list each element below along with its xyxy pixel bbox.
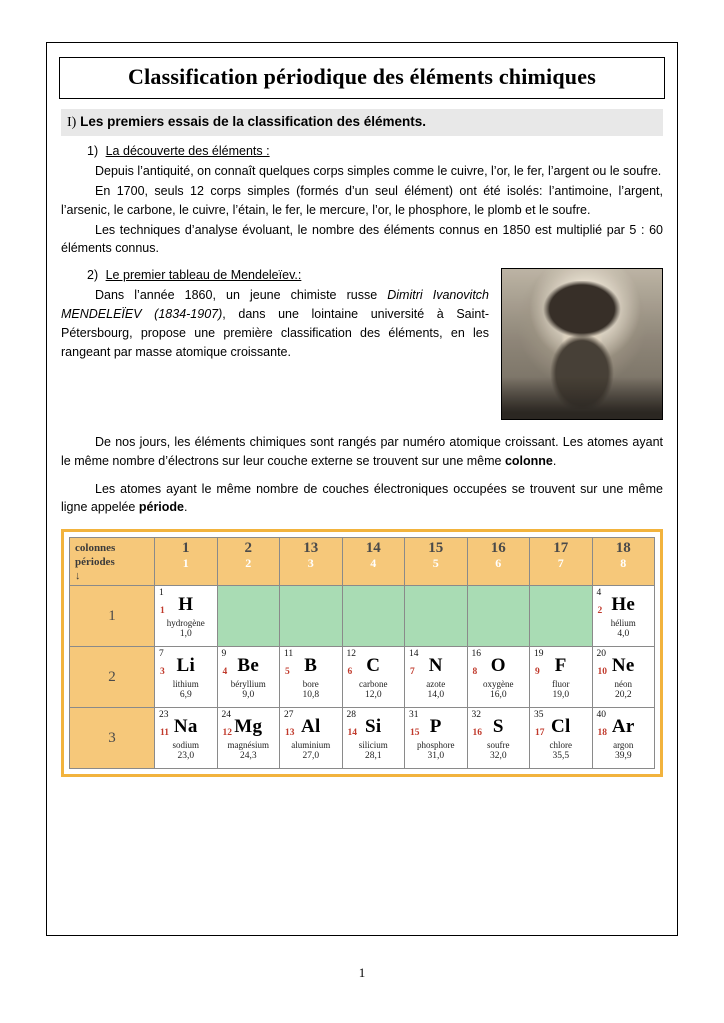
page-title: Classification périodique des éléments chimiques: [128, 64, 596, 89]
element-number-O: 8: [472, 667, 478, 678]
element-mass-Na: 23: [159, 710, 169, 721]
table-row: [70, 708, 655, 769]
column-subnumber-2: 2: [245, 555, 252, 570]
element-symbol-Ne: Ne: [611, 655, 635, 677]
subsection-1-heading: [87, 142, 663, 160]
periodic-table-figure: [61, 529, 663, 777]
element-name-N: azote: [426, 679, 446, 690]
element-symbol-H: H: [178, 594, 194, 616]
column-subnumber-15: 5: [432, 555, 439, 570]
portrait-image: [502, 269, 662, 419]
element-name-Na: sodium: [172, 740, 199, 751]
corner-arrow-down-icon: ↓: [75, 569, 80, 582]
element-symbol-He: He: [611, 594, 636, 616]
subsection-2-title: Le premier tableau de Mendeleïev.:: [105, 268, 302, 283]
subsection-2-number: 2): [87, 268, 99, 283]
element-symbol-O: O: [490, 655, 506, 677]
paragraph-2-2-tail: .: [552, 453, 557, 468]
paragraph-1-3: Les techniques d’analyse évoluant, le nombre des éléments connus en 1850 est multiplié par 5 : 60 éléments connus.: [61, 222, 663, 256]
element-number-B: 5: [285, 667, 290, 678]
element-number-N: 7: [410, 667, 415, 678]
column-number-18: 18: [615, 540, 631, 557]
element-atomic-mass-Al: 27,0: [302, 751, 320, 762]
element-atomic-mass-P: 31,0: [427, 751, 445, 762]
paragraph-2-3-tail: .: [184, 500, 188, 515]
element-atomic-mass-N: 14,0: [427, 690, 445, 701]
column-subnumber-16: 6: [495, 555, 502, 570]
element-mass-Cl: 35: [534, 710, 544, 721]
element-number-Al: 13: [285, 728, 295, 739]
element-atomic-mass-F: 19,0: [552, 690, 570, 701]
column-number-15: 15: [428, 540, 444, 557]
element-cell-empty-r1c16: [467, 586, 530, 647]
page-number: 1: [358, 965, 366, 980]
element-number-Na: 11: [160, 728, 169, 739]
mendeleev-name: Dimitri Ivanovitch MENDELEÏEV (1834-1907): [61, 288, 489, 322]
element-atomic-mass-He: 4,0: [617, 629, 630, 640]
element-name-Ne: néon: [614, 679, 632, 690]
mendeleev-portrait: [501, 268, 663, 420]
element-cell-empty-r1c17: [530, 586, 593, 647]
element-number-C: 6: [347, 667, 353, 678]
element-cell-He[interactable]: [592, 586, 655, 647]
element-atomic-mass-C: 12,0: [364, 690, 382, 701]
column-number-2: 2: [244, 540, 252, 557]
column-subnumber-18: 8: [620, 555, 627, 570]
element-number-Ne: 10: [597, 667, 607, 678]
element-atomic-mass-Mg: 24,3: [239, 751, 257, 762]
element-symbol-F: F: [554, 655, 567, 677]
column-subnumber-14: 4: [370, 555, 377, 570]
paragraph-1-1: Depuis l’antiquité, on connaît quelques corps simples comme le cuivre, l’or, le fer, l’argent ou le soufre.: [95, 164, 662, 179]
element-cell-Li[interactable]: [155, 647, 218, 708]
element-symbol-S: S: [492, 716, 504, 738]
row-label-2: 2: [70, 647, 155, 708]
element-mass-S: 32: [471, 710, 481, 721]
element-mass-B: 11: [284, 649, 294, 660]
column-number-14: 14: [365, 540, 381, 557]
column-header-14: [342, 538, 405, 586]
element-symbol-Be: Be: [237, 655, 260, 677]
element-symbol-B: B: [304, 655, 318, 677]
element-mass-Mg: 24: [221, 710, 231, 721]
element-name-Be: béryllium: [230, 679, 266, 690]
element-mass-Li: 7: [159, 649, 164, 660]
document-page: [46, 42, 678, 980]
table-header-row: [70, 538, 655, 586]
element-cell-Si[interactable]: [342, 708, 405, 769]
element-atomic-mass-Si: 28,1: [364, 751, 382, 762]
periodic-table: [69, 537, 655, 769]
paragraph-1-2: En 1700, seuls 12 corps simples (formés d’un seul élément) ont été isolés: l’antimoine, l’argent, l’arsenic, le carbone, le cuivre, l’étain, le fer, le mercure, l’or, le phosphore, le plomb et le soufre.: [61, 184, 663, 217]
element-name-Li: lithium: [172, 679, 199, 690]
element-name-Cl: chlore: [549, 740, 572, 751]
paragraph-2-2-lead: De nos jours, les éléments chimiques sont rangés par numéro atomique croissant. Les atomes ayant le même nombre d’électrons sur leur couche externe se trouvent sur une même: [61, 435, 663, 468]
element-name-B: bore: [302, 679, 319, 690]
column-header-17: [530, 538, 593, 586]
element-cell-empty-r1c2: [217, 586, 280, 647]
element-mass-Si: 28: [346, 710, 356, 721]
element-number-Si: 14: [347, 728, 357, 739]
element-cell-Ar[interactable]: [592, 708, 655, 769]
document-title-box: [59, 57, 665, 99]
element-symbol-N: N: [428, 655, 443, 677]
column-subnumber-17: 7: [557, 555, 564, 570]
element-cell-Na[interactable]: [155, 708, 218, 769]
element-name-P: phosphore: [417, 740, 455, 751]
paragraph-2-1-lead: Dans l’année 1860, un jeune chimiste russe: [95, 288, 388, 303]
element-name-O: oxygène: [483, 679, 514, 690]
element-number-Mg: 12: [222, 728, 232, 739]
element-symbol-Li: Li: [176, 655, 196, 677]
element-name-Al: aluminium: [291, 740, 331, 751]
element-symbol-Mg: Mg: [234, 716, 263, 738]
element-name-Mg: magnésium: [227, 740, 269, 751]
element-number-Ar: 18: [597, 728, 607, 739]
element-name-Ar: argon: [613, 740, 634, 751]
table-corner-header: [70, 538, 155, 586]
column-number-13: 13: [303, 540, 319, 557]
element-number-He: 2: [597, 606, 603, 617]
element-cell-empty-r1c14: [342, 586, 405, 647]
element-atomic-mass-Li: 6,9: [179, 690, 192, 701]
element-name-S: soufre: [487, 740, 510, 751]
element-number-H: 1: [160, 606, 165, 617]
element-atomic-mass-Cl: 35,5: [552, 751, 570, 762]
element-symbol-P: P: [429, 716, 442, 738]
element-atomic-mass-Be: 9,0: [242, 690, 255, 701]
element-cell-N[interactable]: [405, 647, 468, 708]
element-cell-Ne[interactable]: [592, 647, 655, 708]
element-name-F: fluor: [552, 679, 570, 690]
column-subnumber-13: 3: [307, 555, 314, 570]
element-cell-F[interactable]: [530, 647, 593, 708]
element-number-F: 9: [535, 667, 540, 678]
corner-label-colonnes: colonnes: [75, 542, 116, 555]
element-symbol-Al: Al: [300, 716, 321, 738]
element-symbol-Si: Si: [365, 716, 382, 738]
element-atomic-mass-H: 1,0: [179, 629, 192, 640]
element-number-Be: 4: [222, 667, 228, 678]
element-mass-P: 31: [409, 710, 419, 721]
element-cell-P[interactable]: [405, 708, 468, 769]
element-cell-Al[interactable]: [280, 708, 343, 769]
element-number-Li: 3: [160, 667, 165, 678]
section-heading-text: Les premiers essais de la classification des éléments.: [80, 114, 427, 129]
element-cell-empty-r1c13: [280, 586, 343, 647]
paragraph-2-3-lead: Les atomes ayant le même nombre de couches électroniques occupées se trouvent sur une même ligne appelée: [61, 481, 663, 515]
element-symbol-Cl: Cl: [550, 716, 571, 738]
element-atomic-mass-Ar: 39,9: [614, 751, 632, 762]
element-name-H: hydrogène: [166, 618, 205, 629]
element-cell-H[interactable]: [155, 586, 218, 647]
column-header-2: [217, 538, 280, 586]
element-cell-empty-r1c15: [405, 586, 468, 647]
element-mass-H: 1: [159, 588, 164, 599]
subsection-1-number: 1): [87, 144, 99, 159]
paragraph-2-2: [61, 433, 663, 471]
table-row: [70, 647, 655, 708]
column-header-16: [467, 538, 530, 586]
subsection-1-title: La découverte des éléments :: [105, 144, 270, 159]
element-cell-S[interactable]: [467, 708, 530, 769]
element-mass-C: 12: [346, 649, 356, 660]
element-mass-He: 4: [596, 588, 602, 599]
row-label-3: 3: [70, 708, 155, 769]
column-header-18: [592, 538, 655, 586]
row-label-1: 1: [70, 586, 155, 647]
column-header-15: [405, 538, 468, 586]
element-number-S: 16: [472, 728, 482, 739]
element-name-He: hélium: [610, 618, 636, 629]
section-heading: [61, 109, 663, 136]
table-row: [70, 586, 655, 647]
element-mass-Al: 27: [284, 710, 294, 721]
keyword-colonne: colonne: [504, 453, 553, 468]
column-number-17: 17: [553, 540, 569, 557]
element-cell-C[interactable]: [342, 647, 405, 708]
column-number-16: 16: [490, 540, 506, 557]
element-atomic-mass-S: 32,0: [489, 751, 507, 762]
document-body: [47, 99, 677, 517]
element-mass-F: 19: [534, 649, 544, 660]
element-symbol-Na: Na: [173, 716, 198, 738]
keyword-periode: période: [138, 500, 185, 515]
element-name-C: carbone: [359, 679, 388, 690]
element-mass-N: 14: [409, 649, 419, 660]
paragraph-2-1-tail: , dans une lointaine université à Saint-Pétersbourg, propose une première classification des éléments, en les rangeant par masse atomique croissante.: [61, 307, 489, 359]
corner-label-periodes: périodes: [75, 555, 115, 568]
element-atomic-mass-Na: 23,0: [177, 751, 195, 762]
element-cell-B[interactable]: [280, 647, 343, 708]
column-subnumber-1: 1: [182, 555, 189, 570]
element-number-Cl: 17: [535, 728, 545, 739]
element-mass-Ne: 20: [596, 649, 606, 660]
element-atomic-mass-B: 10,8: [302, 690, 320, 701]
column-number-1: 1: [182, 540, 190, 557]
element-cell-Be[interactable]: [217, 647, 280, 708]
element-name-Si: silicium: [358, 740, 388, 751]
element-symbol-C: C: [366, 655, 381, 677]
element-atomic-mass-Ne: 20,2: [614, 690, 632, 701]
element-mass-Be: 9: [221, 649, 227, 660]
column-header-1: [155, 538, 218, 586]
element-symbol-Ar: Ar: [611, 716, 635, 738]
element-number-P: 15: [410, 728, 420, 739]
element-cell-O[interactable]: [467, 647, 530, 708]
element-mass-O: 16: [471, 649, 481, 660]
column-header-13: [280, 538, 343, 586]
paragraph-2-3: [61, 480, 663, 518]
element-cell-Cl[interactable]: [530, 708, 593, 769]
element-cell-Mg[interactable]: [217, 708, 280, 769]
section-roman-numeral: I): [67, 115, 77, 130]
element-mass-Ar: 40: [596, 710, 606, 721]
element-atomic-mass-O: 16,0: [489, 690, 507, 701]
